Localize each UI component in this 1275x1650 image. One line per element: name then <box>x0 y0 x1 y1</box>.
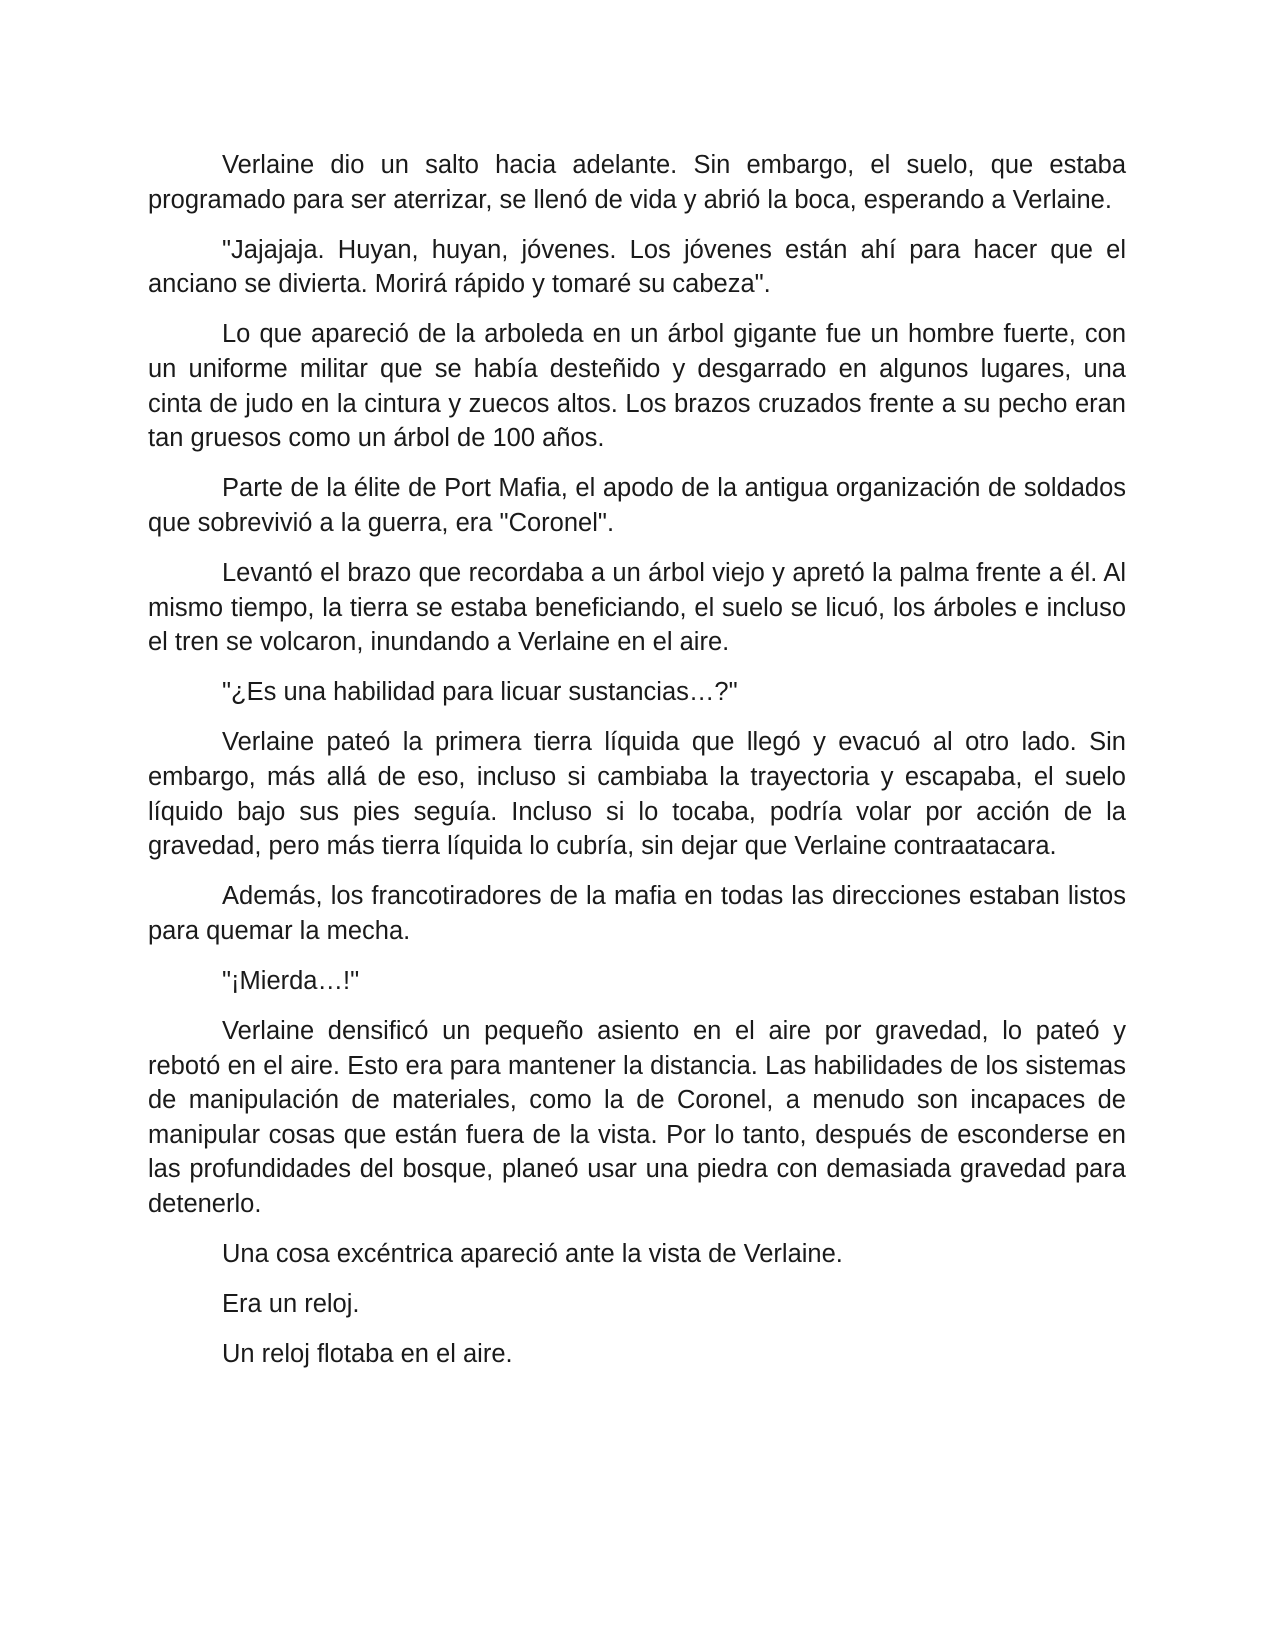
paragraph-2: "Jajajaja. Huyan, huyan, jóvenes. Los jóvenes están ahí para hacer que el anciano se divierta. Morirá rápido y tomaré su cabeza". <box>148 235 1126 299</box>
paragraph-8: Además, los francotiradores de la mafia en todas las direcciones estaban listos para quemar la mecha. <box>148 882 1126 945</box>
paragraph-7: Verlaine pateó la primera tierra líquida que llegó y evacuó al otro lado. Sin embargo, más allá de eso, incluso si cambiaba la trayectoria y escapaba, el suelo líquido bajo sus pies seguía. Incluso si lo tocaba, podría volar por acción de la gravedad, pero más tierra líquida lo cubría, sin dejar que Verlaine contraatacara. <box>148 728 1126 861</box>
paragraph-11: Una cosa excéntrica apareció ante la vista de Verlaine. <box>222 1240 843 1269</box>
paragraph-10: Verlaine densificó un pequeño asiento en el aire por gravedad, lo pateó y rebotó en el aire. Esto era para mantener la distancia. Las habilidades de los sistemas de manipulación de materiales, como la de Coronel, a menudo son incapaces de manipular cosas que están fuera de la vista. Por lo tanto, después de esconderse en las profundidades del bosque, planeó usar una piedra con demasiada gravedad para detenerlo. <box>148 1016 1126 1218</box>
paragraph-12: Era un reloj. <box>222 1290 360 1319</box>
paragraph-3: Lo que apareció de la arboleda en un árbol gigante fue un hombre fuerte, con un uniforme militar que se había desteñido y desgarrado en algunos lugares, una cinta de judo en la cintura y zuecos altos. Los brazos cruzados frente a su pecho eran tan gruesos como un árbol de 100 años. <box>148 320 1126 453</box>
paragraph-1: Verlaine dio un salto hacia adelante. Sin embargo, el suelo, que estaba programado para ser aterrizar, se llenó de vida y abrió la boca, esperando a Verlaine. <box>148 151 1126 214</box>
paragraph-9: "¡Mierda…!" <box>222 966 360 995</box>
document-page <box>148 148 1126 1387</box>
paragraph-4: Parte de la élite de Port Mafia, el apodo de la antigua organización de soldados que sobrevivió a la guerra, era "Coronel". <box>148 474 1126 537</box>
paragraph-13: Un reloj flotaba en el aire. <box>222 1340 513 1369</box>
paragraph-5: Levantó el brazo que recordaba a un árbol viejo y apretó la palma frente a él. Al mismo tiempo, la tierra se estaba beneficiando, el suelo se licuó, los árboles e incluso el tren se volcaron, inundando a Verlaine en el aire. <box>148 558 1126 657</box>
paragraph-6: "¿Es una habilidad para licuar sustancias…?" <box>222 678 738 707</box>
